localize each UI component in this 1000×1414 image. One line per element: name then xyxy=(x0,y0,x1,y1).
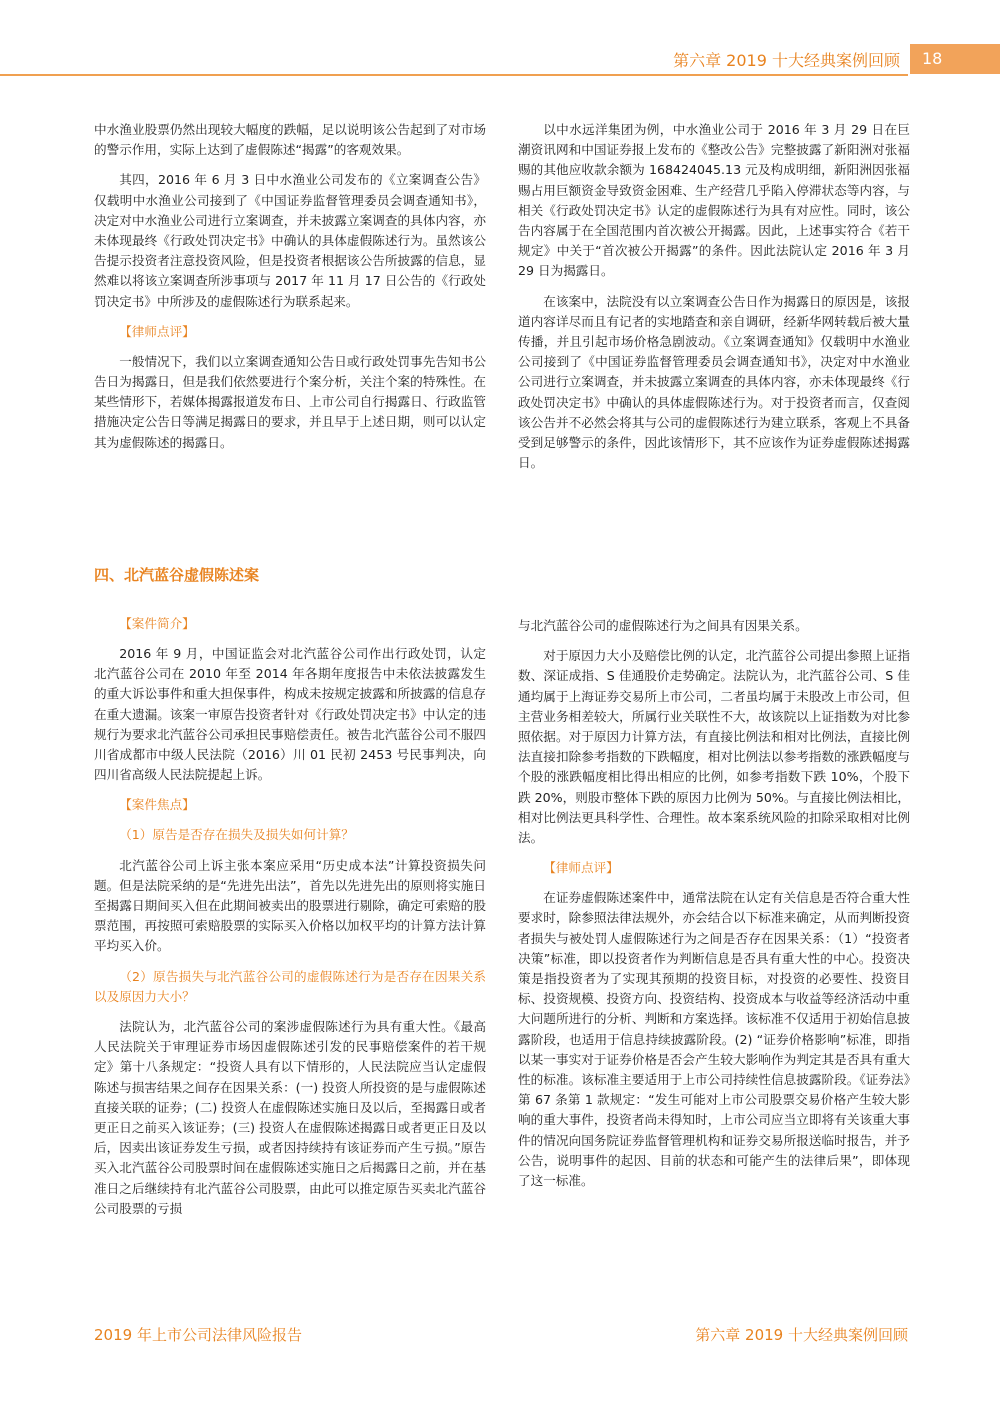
paragraph: 北汽蓝谷公司上诉主张本案应采用“历史成本法”计算投资损失问题。但是法院采纳的是“先进先出法”，首先以先进先出的原则将实施日至揭露日期间买入但在此期间被卖出的股票进行剔除，确定可索赔的股票范围，再按照可索赔股票的实际买入价格以加权平均的计算方法计算平均买入价。 xyxy=(94,857,486,954)
header-rule xyxy=(0,74,908,76)
case-summary-label: 【案件简介】 xyxy=(119,616,195,631)
lawyer-comment-label: 【律师点评】 xyxy=(543,860,619,876)
paragraph: 在该案中，法院没有以立案调查公告日作为揭露日的原因是，该报道内容详尽而且有记者的实地踏查和亲自调研，经新华网转载后被大量传播，并且引起市场价格急剧波动。《立案调查通知》仅载明中水渔业公司接到了《中国证券监督管理委员会调查通知书》，决定对中水渔业公司进行立案调查，并未披露立案调查的具体内容，亦未体现最终《行政处罚决定书》中确认的具体虚假陈述行为。对于投资者而言，仅查阅该公告并不必然会将其与公司的虚假陈述行为建立联系，客观上不具备受到足够警示的条件，因此该情形下，其不应该作为证券虚假陈述揭露日。 xyxy=(518,293,910,471)
bottom-right-column xyxy=(518,616,910,1201)
page-number-box xyxy=(910,44,1000,74)
chapter-header-title: 第六章 2019 十大经典案例回顾 xyxy=(673,51,900,70)
top-left-column xyxy=(94,120,486,463)
paragraph: 2016 年 9 月，中国证监会对北汽蓝谷公司作出行政处罚，认定北汽蓝谷公司在 2010 年至 2014 年各期年度报告中未依法披露发生的重大诉讼事件和重大担保事件，构成未按规定披露和所披露的信息存在重大遗漏。该案一审原告投资者针对《行政处罚决定书》中认定的违规行为要求北汽蓝谷公司承担民事赔偿责任。被告北汽蓝谷公司不服四川省成都市中级人民法院（2016）川 01 民初 2453 号民事判决，向四川省高级人民法院提起上诉。 xyxy=(94,646,486,783)
lawyer-comment-label: 【律师点评】 xyxy=(119,323,195,339)
footer-chapter-title: 第六章 2019 十大经典案例回顾 xyxy=(695,1326,908,1344)
focus-question-1: （1）原告是否存在损失及损失如何计算？ xyxy=(119,827,354,843)
paragraph: 中水渔业股票仍然出现较大幅度的跌幅，足以说明该公告起到了对市场的警示作用，实际上达到了虚假陈述“揭露”的客观效果。 xyxy=(94,122,486,158)
paragraph: 与北汽蓝谷公司的虚假陈述行为之间具有因果关系。 xyxy=(518,618,808,633)
bottom-left-column xyxy=(94,614,486,1229)
section-heading: 四、北汽蓝谷虚假陈述案 xyxy=(94,566,260,584)
paragraph: 对于原因力大小及赔偿比例的认定，北汽蓝谷公司提出参照上证指数、深证成指、S 佳通股价走势确定。法院认为，北汽蓝谷公司、S 佳通均属于上海证券交易所上市公司，二者虽均属于未股改上市公司，但主营业务相差较大，所属行业关联性不大，故该院以上证指数为对比参照依据。对于原因力计算方法，有直接比例法和相对比例法，直接比例法直接扣除参考指数的下跌幅度，相对比例法以参考指数的涨跌幅度与个股的涨跌幅度相比得出相应的比例，如参考指数下跌 10%，个股下跌 20%，则股市整体下跌的原因力比例为 50%。与直接比例法相比，相对比例法更具科学性、合理性。故本案系统风险的扣除采取相对比例法。 xyxy=(518,648,910,846)
page-number: 18 xyxy=(922,49,943,68)
paragraph: 其四，2016 年 6 月 3 日中水渔业公司发布的《立案调查公告》仅载明中水渔业公司接到了《中国证券监督管理委员会调查通知书》，决定对中水渔业公司进行立案调查，并未披露立案调查的具体内容，亦未体现最终《行政处罚决定书》中确认的具体虚假陈述行为。虽然该公告提示投资者注意投资风险，但是投资者根据该公告所披露的信息，显然难以将该立案调查所涉事项与 2017 年 11 月 17 日公告的《行政处罚决定书》中所涉及的虚假陈述行为联系起来。 xyxy=(94,172,486,309)
case-focus-label: 【案件焦点】 xyxy=(119,797,195,813)
paragraph: 法院认为，北汽蓝谷公司的案涉虚假陈述行为具有重大性。《最高人民法院关于审理证券市场因虚假陈述引发的民事赔偿案件的若干规定》第十八条规定：“投资人具有以下情形的，人民法院应当认定虚假陈述与损害结果之间存在因果关系：(一) 投资人所投资的是与虚假陈述直接关联的证券；(二) 投资人在虚假陈述实施日及以后，至揭露日或者更正日之前买入该证券；(三) 投资人在虚假陈述揭露日或者更正日及以后，因卖出该证券发生亏损，或者因持续持有该证券而产生亏损。”原告买入北汽蓝谷公司股票时间在虚假陈述实施日之后揭露日之前，并在基准日之后继续持有北汽蓝谷公司股票，由此可以推定原告买卖北汽蓝谷公司股票的亏损 xyxy=(94,1019,486,1216)
footer-report-title: 2019 年上市公司法律风险报告 xyxy=(94,1326,302,1344)
paragraph: 以中水远洋集团为例，中水渔业公司于 2016 年 3 月 29 日在巨潮资讯网和中国证券报上发布的《整改公告》完整披露了新阳洲对张福赐的其他应收款余额为 168424045.13 元及构成明细，新阳洲因张福赐占用巨额资金导致资金困难、生产经营几乎陷入停滞状态等内容，与相关《行政处罚决定书》认定的虚假陈述行为具有对应性。同时，该公告内容属于在全国范围内首次被公开揭露。因此，上述事实符合《若干规定》中关于“首次被公开揭露”的条件。因此法院认定 2016 年 3 月 29 日为揭露日。 xyxy=(518,122,910,279)
focus-question-2: （2）原告损失与北汽蓝谷公司的虚假陈述行为是否存在因果关系以及原因力大小？ xyxy=(94,968,486,1004)
paragraph: 一般情况下，我们以立案调查通知公告日或行政处罚事先告知书公告日为揭露日，但是我们依然要进行个案分析，关注个案的特殊性。在某些情形下，若媒体揭露报道发布日、上市公司自行揭露日、行政监管措施决定公告日等满足揭露日的要求，并且早于上述日期，则可以认定其为虚假陈述的揭露日。 xyxy=(94,353,486,450)
paragraph: 在证券虚假陈述案件中，通常法院在认定有关信息是否符合重大性要求时，除参照法律法规外，亦会结合以下标准来确定，从而判断投资者损失与被处罚人虚假陈述行为之间是否存在因果关系：（1）“投资者决策”标准，即以投资者作为判断信息是否具有重大性的中心。投资决策是指投资者为了实现其预期的投资目标，对投资的必要性、投资目标、投资规模、投资方向、投资结构、投资成本与收益等经济活动中重大问题所进行的分析、判断和方案选择。该标准不仅适用于初始信息披露阶段，也适用于信息持续披露阶段。(2) “证券价格影响”标准，即指以某一事实对于证券价格是否会产生较大影响作为判定其是否具有重大性的标准。该标准主要适用于上市公司持续性信息披露阶段。《证券法》第 67 条第 1 款规定：“发生可能对上市公司股票交易价格产生较大影响的重大事件，投资者尚未得知时，上市公司应当立即将有关该重大事件的情况向国务院证券监督管理机构和证券交易所报送临时报告，并予公告，说明事件的起因、目前的状态和可能产生的法律后果”，即体现了这一标准。 xyxy=(518,890,910,1189)
top-right-column xyxy=(518,120,910,483)
